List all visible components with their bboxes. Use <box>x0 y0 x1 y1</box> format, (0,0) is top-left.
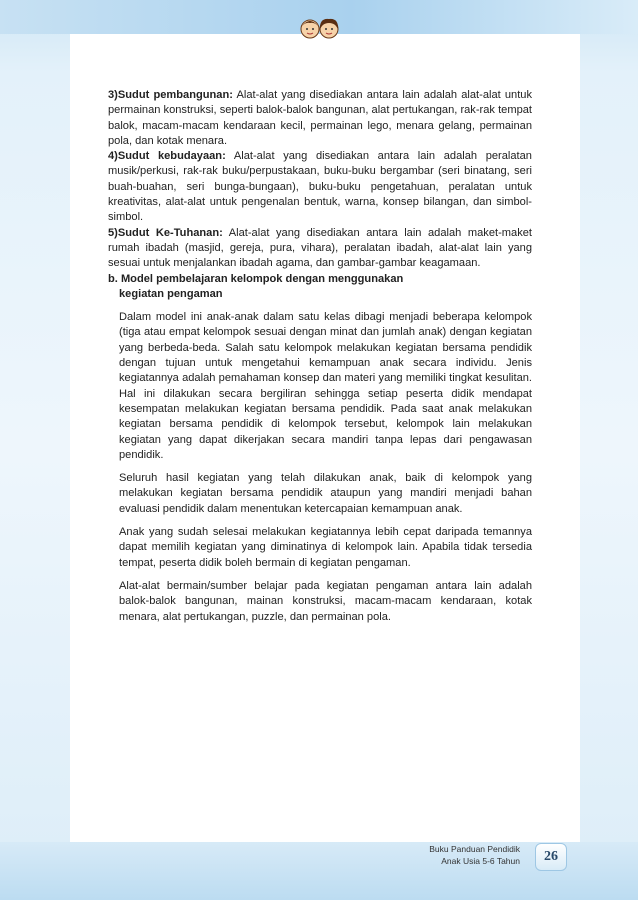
section-b-heading-line1: b. Model pembelajaran kelompok dengan menggunakan <box>108 272 404 285</box>
section-4-text: Alat-alat yang disediakan antara lain adalah peralatan musik/perkusi, rak-rak buku/perpustakaan, buku-buku bergambar (seri binatang, seri buah-buahan, seri bunga-bungaan), buku-buku pengetahuan, peralatan untuk kreativitas, alat-alat untuk pengenalan bentuk, warna, konsep bilangan, dan simbol-simbol. <box>108 150 532 224</box>
section-4-title: 4)Sudut kebudayaan: <box>108 150 226 163</box>
children-faces-icon <box>298 16 342 40</box>
section-b-paragraph: Dalam model ini anak-anak dalam satu kelas dibagi menjadi beberapa kelompok (tiga atau empat kelompok sesuai dengan minat dan jumlah anak) dengan kegiatan yang berbeda-beda. Salah satu kelompok melakukan kegiatan bersama pendidik dengan tujuan untuk mengetahui kemampuan anak secara individu. Jenis kegiatannya adalah pemahaman konsep dan materi yang memiliki tingkat kesulitan. Hal ini dilakukan secara bergiliran sehingga setiap peserta didik mendapat kesempatan melakukan kegiatan bersama pendidik. Pada saat anak melakukan kegiatan bersama pendidik di kelompok tersebut, kelompok lain melakukan kegiatan yang dapat dikerjakan secara mandiri tanpa lepas dari pengawasan pendidik. <box>119 311 532 461</box>
page-number: 26 <box>535 843 567 871</box>
section-5-title: 5)Sudut Ke-Tuhanan: <box>108 226 223 239</box>
section-3 <box>108 88 532 149</box>
section-3-title: 3)Sudut pembangunan: <box>108 89 233 101</box>
section-b-paragraph: Alat-alat bermain/sumber belajar pada kegiatan pengaman antara lain adalah balok-balok bangunan, mainan konstruksi, macam-macam kendaraan, kotak menara, alat pertukangan, puzzle, dan permainan pola. <box>119 579 532 623</box>
section-b-paragraph: Anak yang sudah selesai melakukan kegiatannya lebih cepat daripada temannya dapat memilih kegiatan yang diminatinya di kelompok lain. Apabila tidak tersedia tempat, peserta didik boleh bermain di kegiatan pengaman. <box>119 526 532 569</box>
footer-line2: Anak Usia 5-6 Tahun <box>441 856 520 866</box>
section-3-text: Alat-alat yang disediakan antara lain adalah alat-alat untuk permainan konstruksi, seperti balok-balok bangunan, alat pertukangan, rak-rak tempat balok, macam-macam kendaraan kecil, permainan lego, menara gelang, permainan pola, dan kotak menara. <box>108 89 532 147</box>
section-b-paragraph: Seluruh hasil kegiatan yang telah dilakukan anak, baik di kelompok yang melakukan kegiatan bersama pendidik ataupun yang mandiri menjadi bahan evaluasi pendidik dalam menentukan ketercapaian kemampuan anak. <box>119 472 532 515</box>
section-5-text: Alat-alat yang disediakan antara lain adalah maket-maket rumah ibadah (masjid, gereja, pura, vihara), peralatan ibadah, alat-alat lain yang sesuai untuk menjalankan ibadah agama, dan gambar-gambar keagamaan. <box>108 226 532 270</box>
section-b-heading <box>108 272 532 303</box>
page-content <box>108 88 532 625</box>
section-4 <box>108 149 532 225</box>
section-b-heading-line2: kegiatan pengaman <box>119 287 223 300</box>
section-5 <box>108 226 532 272</box>
footer-line1: Buku Panduan Pendidik <box>429 844 520 854</box>
footer-book-title <box>420 843 520 867</box>
